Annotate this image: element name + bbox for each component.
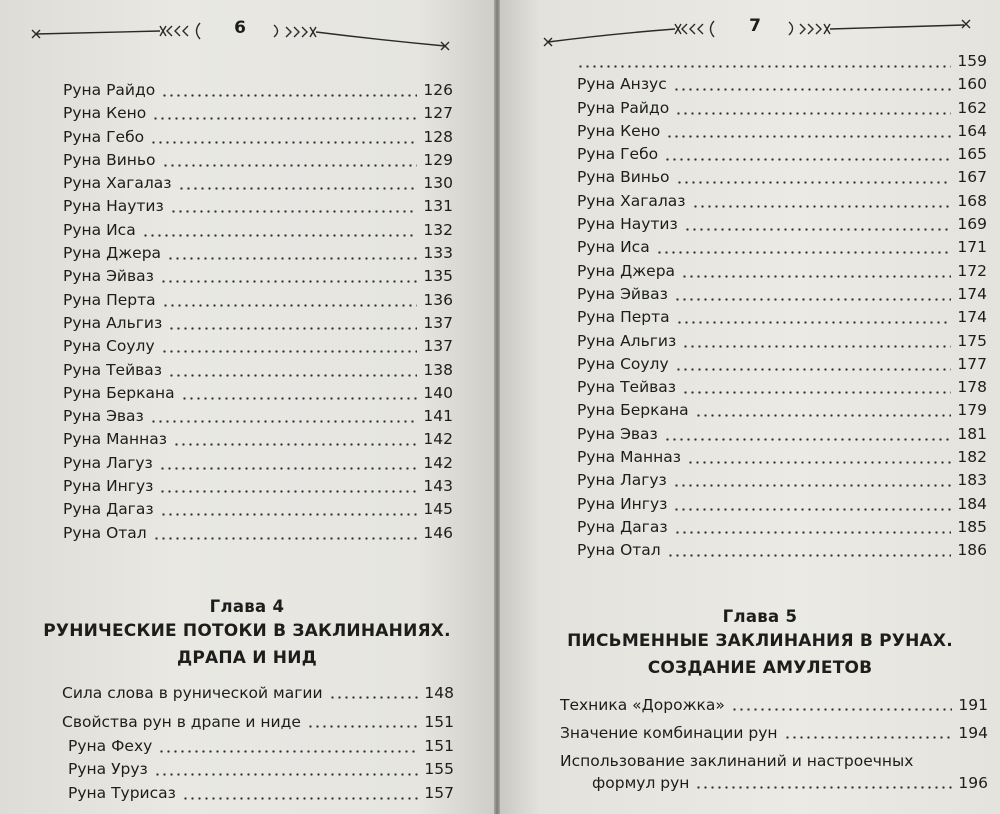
- toc-entry: [577, 213, 987, 236]
- toc-entry: [63, 475, 453, 498]
- entry-page-number: 172: [957, 261, 987, 280]
- dot-leader: [178, 187, 417, 190]
- toc-list: [577, 50, 987, 563]
- toc-entry: [68, 758, 454, 781]
- toc-entry: [577, 306, 987, 329]
- entry-title: Руна Манназ: [577, 448, 681, 467]
- dot-leader: [681, 275, 951, 278]
- dot-leader: [161, 94, 417, 97]
- entry-title: Руна Отал: [577, 541, 661, 560]
- dot-leader: [161, 350, 417, 353]
- toc-entry: [63, 242, 453, 265]
- entry-page-number: 136: [423, 290, 453, 309]
- entry-page-number: 159: [957, 52, 987, 70]
- dot-leader: [676, 181, 951, 184]
- dot-leader: [664, 158, 951, 161]
- entry-title: Руна Лагуз: [577, 471, 667, 490]
- entry-page-number: 174: [957, 284, 987, 303]
- section-page-number: 191: [958, 696, 988, 714]
- toc-entry: [63, 359, 453, 382]
- entry-page-number: 182: [957, 448, 987, 467]
- toc-entry: [577, 330, 987, 353]
- toc-entry: [63, 79, 453, 102]
- toc-entry: [577, 50, 987, 73]
- dot-leader: [181, 397, 417, 400]
- entry-title: Руна Гебо: [577, 145, 659, 164]
- entry-title: Руна Хагалаз: [577, 191, 686, 210]
- entry-page-number: 165: [957, 145, 987, 164]
- entry-page-number: 178: [957, 378, 987, 397]
- entry-page-number: 169: [957, 215, 987, 234]
- entry-page-number: 167: [957, 168, 987, 187]
- entry-title: Руна Ингуз: [577, 494, 668, 513]
- dot-leader: [170, 210, 417, 213]
- entry-title: Руна Кено: [63, 104, 147, 123]
- dot-leader: [182, 797, 418, 800]
- dot-leader: [173, 443, 417, 446]
- entry-page-number: 160: [957, 75, 987, 94]
- entry-title: Руна Эйваз: [577, 284, 668, 303]
- entry-title: Руна Джера: [63, 244, 162, 263]
- dot-leader: [664, 438, 951, 441]
- entry-page-number: 141: [423, 407, 453, 426]
- dot-leader: [731, 708, 952, 711]
- entry-page-number: 184: [957, 494, 987, 513]
- section-title: Свойства рун в драпе и ниде: [62, 713, 301, 731]
- left-page: [0, 0, 494, 814]
- left-page-header: [0, 14, 494, 54]
- toc-entry: [63, 335, 453, 358]
- dot-leader: [168, 374, 417, 377]
- chapter-heading: [520, 607, 1000, 680]
- toc-entry: [577, 469, 987, 492]
- entry-page-number: 168: [957, 191, 987, 210]
- toc-entry: [577, 283, 987, 306]
- entry-page-number: 186: [957, 541, 987, 560]
- dot-leader: [673, 484, 951, 487]
- section-page-number: 196: [958, 774, 988, 792]
- toc-entry: [577, 143, 987, 166]
- chapter-title-line1: РУНИЧЕСКИЕ ПОТОКИ В ЗАКЛИНАНИЯХ.: [43, 621, 451, 641]
- dot-leader: [673, 508, 951, 511]
- entry-title: Руна Виньо: [577, 168, 670, 187]
- dot-leader: [674, 531, 951, 534]
- page-number: 7: [749, 16, 761, 36]
- entry-title: Руна Дагаз: [63, 500, 154, 519]
- dot-leader: [687, 461, 951, 464]
- toc-entry: [63, 126, 453, 149]
- section-entry: [560, 750, 988, 794]
- toc-entry: [577, 539, 987, 562]
- dot-leader: [307, 725, 418, 728]
- section-entry: [560, 694, 988, 716]
- entry-title: Руна Тейваз: [577, 378, 677, 397]
- section-page-number: 151: [424, 713, 454, 731]
- dot-leader: [675, 112, 951, 115]
- entry-page-number: 145: [423, 500, 453, 519]
- entry-title: Руна Хагалаз: [63, 174, 172, 193]
- right-page: [500, 0, 1000, 814]
- entry-page-number: 135: [423, 267, 453, 286]
- toc-entry: [577, 423, 987, 446]
- toc-entry: [63, 498, 453, 521]
- section-title: Сила слова в рунической магии: [62, 684, 323, 702]
- entry-title: Руна Тейваз: [63, 360, 163, 379]
- entry-page-number: 175: [957, 331, 987, 350]
- toc-entry: [577, 166, 987, 189]
- dot-leader: [784, 736, 952, 739]
- toc-entry: [577, 260, 987, 283]
- entry-title: Руна Джера: [577, 261, 676, 280]
- toc-entry: [577, 97, 987, 120]
- entry-page-number: 183: [957, 471, 987, 490]
- toc-entry: [577, 190, 987, 213]
- section-title-line2: формул рун: [592, 774, 690, 792]
- section-page-number: 194: [958, 724, 988, 742]
- chapter-title-line2: СОЗДАНИЕ АМУЛЕТОВ: [647, 658, 873, 678]
- section-title: Использование заклинаний и настроечных: [560, 752, 914, 770]
- dot-leader: [158, 750, 418, 753]
- dot-leader: [167, 257, 417, 260]
- entry-page-number: 185: [957, 517, 987, 536]
- dot-leader: [159, 467, 417, 470]
- entry-page-number: 129: [423, 150, 453, 169]
- entry-page-number: 146: [423, 523, 453, 542]
- entry-title: Руна Альгиз: [63, 313, 163, 332]
- entry-page-number: 181: [957, 424, 987, 443]
- entry-page-number: 143: [423, 477, 453, 496]
- dot-leader: [160, 280, 417, 283]
- entry-page-number: 142: [423, 453, 453, 472]
- dot-leader: [162, 164, 417, 167]
- entry-title: Руна Виньо: [63, 150, 156, 169]
- entry-title: Руна Райдо: [577, 98, 670, 117]
- toc-entry: [63, 265, 453, 288]
- entry-title: Руна Беркана: [577, 401, 689, 420]
- dot-leader: [682, 391, 951, 394]
- entry-title: Руна Соулу: [577, 354, 669, 373]
- toc-entry: [63, 428, 453, 451]
- dot-leader: [154, 773, 418, 776]
- entry-page-number: 142: [423, 430, 453, 449]
- entry-title: Руна Дагаз: [577, 517, 668, 536]
- entry-title: Руна Иса: [63, 220, 136, 239]
- toc-entry: [68, 735, 454, 758]
- toc-entry: [577, 353, 987, 376]
- entry-page-number: 137: [423, 337, 453, 356]
- entry-title: Руна Иса: [577, 238, 650, 257]
- entry-page-number: 179: [957, 401, 987, 420]
- entry-page-number: 164: [957, 121, 987, 140]
- chapter-heading: [0, 597, 494, 670]
- section-entry: [62, 711, 454, 733]
- dot-leader: [150, 141, 417, 144]
- entry-title: Руна Наутиз: [577, 215, 678, 234]
- dot-leader: [684, 228, 951, 231]
- dot-leader: [675, 368, 951, 371]
- toc-entry: [63, 149, 453, 172]
- entry-title: Руна Альгиз: [577, 331, 677, 350]
- dot-leader: [695, 414, 951, 417]
- sub-entry-list: [68, 735, 454, 805]
- toc-entry: [577, 446, 987, 469]
- entry-title: Руна Кено: [577, 121, 661, 140]
- entry-title: Руна Эваз: [63, 407, 144, 426]
- entry-page-number: 151: [424, 737, 454, 755]
- entry-title: Руна Наутиз: [63, 197, 164, 216]
- toc-entry: [577, 516, 987, 539]
- section-list: [62, 682, 454, 740]
- dot-leader: [673, 88, 951, 91]
- entry-title: Руна Лагуз: [63, 453, 153, 472]
- entry-page-number: 127: [423, 104, 453, 123]
- entry-page-number: 132: [423, 220, 453, 239]
- dot-leader: [152, 117, 417, 120]
- toc-entry: [63, 382, 453, 405]
- entry-title: Руна Анзус: [577, 75, 667, 94]
- entry-page-number: 126: [423, 81, 453, 99]
- entry-title: Руна Соулу: [63, 337, 155, 356]
- dot-leader: [150, 420, 417, 423]
- entry-title: Руна Райдо: [63, 81, 156, 99]
- entry-page-number: 162: [957, 98, 987, 117]
- toc-entry: [63, 289, 453, 312]
- toc-list: [63, 79, 453, 545]
- entry-title: Руна Уруз: [68, 760, 148, 779]
- entry-page-number: 157: [424, 783, 454, 802]
- entry-title: Руна Отал: [63, 523, 147, 542]
- entry-title: Руна Ингуз: [63, 477, 154, 496]
- toc-entry: [577, 73, 987, 96]
- dot-leader: [666, 135, 951, 138]
- toc-entry: [577, 120, 987, 143]
- toc-entry: [63, 102, 453, 125]
- right-page-header: [500, 14, 1000, 54]
- entry-page-number: 155: [424, 760, 454, 779]
- entry-page-number: 140: [423, 383, 453, 402]
- dot-leader: [577, 65, 951, 68]
- entry-page-number: 138: [423, 360, 453, 379]
- entry-title: Руна Манназ: [63, 430, 167, 449]
- chapter-title-line1: ПИСЬМЕННЫЕ ЗАКЛИНАНИЯ В РУНАХ.: [567, 631, 953, 651]
- entry-page-number: 133: [423, 244, 453, 263]
- chapter-label: Глава 4: [209, 597, 285, 616]
- toc-entry: [577, 236, 987, 259]
- toc-entry: [63, 195, 453, 218]
- toc-entry: [68, 782, 454, 805]
- dot-leader: [142, 234, 417, 237]
- toc-entry: [63, 405, 453, 428]
- entry-title: Руна Перта: [577, 308, 670, 327]
- entry-page-number: 130: [423, 174, 453, 193]
- chapter-title-line2: ДРАПА И НИД: [176, 648, 317, 668]
- entry-title: Руна Турисаз: [68, 783, 176, 802]
- entry-page-number: 131: [423, 197, 453, 216]
- entry-page-number: 171: [957, 238, 987, 257]
- dot-leader: [682, 345, 951, 348]
- section-entry: [560, 722, 988, 744]
- dot-leader: [692, 205, 951, 208]
- dot-leader: [674, 298, 951, 301]
- chapter-label: Глава 5: [722, 607, 798, 626]
- entry-page-number: 128: [423, 127, 453, 146]
- entry-title: Руна Эйваз: [63, 267, 154, 286]
- toc-entry: [577, 399, 987, 422]
- toc-entry: [63, 312, 453, 335]
- toc-entry: [577, 376, 987, 399]
- dot-leader: [676, 321, 951, 324]
- entry-title: Руна Феху: [68, 737, 153, 755]
- entry-title: Руна Эваз: [577, 424, 658, 443]
- dot-leader: [153, 537, 417, 540]
- entry-title: Руна Гебо: [63, 127, 145, 146]
- section-list: [560, 694, 988, 800]
- dot-leader: [162, 304, 417, 307]
- dot-leader: [695, 786, 952, 789]
- entry-title: Руна Беркана: [63, 383, 175, 402]
- section-title: Значение комбинации рун: [560, 724, 778, 742]
- dot-leader: [159, 490, 417, 493]
- toc-entry: [63, 522, 453, 545]
- section-title: Техника «Дорожка»: [560, 696, 725, 714]
- dot-leader: [329, 696, 418, 699]
- dot-leader: [168, 327, 417, 330]
- dot-leader: [667, 554, 951, 557]
- dot-leader: [656, 251, 951, 254]
- section-entry: [62, 682, 454, 704]
- entry-title: Руна Перта: [63, 290, 156, 309]
- entry-page-number: 137: [423, 313, 453, 332]
- entry-page-number: 177: [957, 354, 987, 373]
- toc-entry: [63, 172, 453, 195]
- toc-entry: [63, 452, 453, 475]
- toc-entry: [577, 493, 987, 516]
- dot-leader: [160, 513, 417, 516]
- page-number: 6: [234, 18, 246, 38]
- toc-entry: [63, 219, 453, 242]
- entry-page-number: 174: [957, 308, 987, 327]
- section-page-number: 148: [424, 684, 454, 702]
